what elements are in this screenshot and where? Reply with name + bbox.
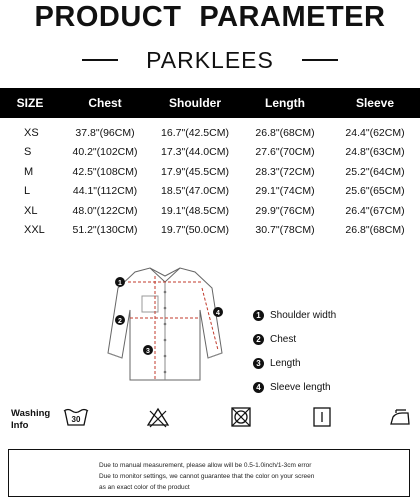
- cell-size: S: [24, 146, 32, 159]
- brand-line-left: [82, 59, 118, 61]
- no-tumble-dry-icon: [228, 405, 254, 429]
- iron-icon: [388, 405, 414, 429]
- cell-shoulder: 16.7"(42.5CM): [161, 126, 229, 139]
- cell-size: XL: [24, 204, 38, 217]
- cell-length: 30.7"(78CM): [255, 224, 315, 237]
- table-row: [0, 182, 420, 202]
- cell-shoulder: 17.3"(44.0CM): [161, 146, 229, 159]
- disclaimer-line-3: as an exact color of the product: [99, 484, 190, 491]
- legend-number-1: 1: [253, 310, 264, 321]
- legend-item: [253, 329, 336, 349]
- legend-label: Length: [270, 357, 301, 369]
- table-row: [0, 162, 420, 182]
- svg-text:2: 2: [118, 318, 122, 325]
- table-header: [0, 88, 420, 118]
- cell-chest: 51.2"(130CM): [72, 224, 138, 237]
- cell-sleeve: 24.4"(62CM): [345, 126, 405, 139]
- size-table: [0, 88, 420, 240]
- cell-sleeve: 26.8"(68CM): [345, 224, 405, 237]
- disclaimer-line-2: Due to monitor settings, we cannot guarantee that the color on your screen: [99, 473, 315, 480]
- cell-chest: 44.1"(112CM): [72, 185, 138, 198]
- header-chest: Chest: [88, 96, 122, 110]
- cell-shoulder: 17.9"(45.5CM): [161, 165, 229, 178]
- washing-label-line1: Washing: [11, 408, 51, 419]
- disclaimer-box: [8, 449, 410, 497]
- page-title: [0, 0, 420, 34]
- cell-length: 29.9"(76CM): [255, 204, 315, 217]
- cell-length: 29.1"(74CM): [255, 185, 315, 198]
- cell-shoulder: 19.1"(48.5CM): [161, 204, 229, 217]
- legend-item: [253, 353, 336, 373]
- shirt-diagram: [90, 258, 240, 388]
- header-sleeve: Sleeve: [355, 96, 395, 110]
- svg-text:30: 30: [71, 415, 81, 424]
- cell-size: XS: [24, 126, 39, 139]
- legend-label: Shoulder width: [270, 309, 337, 321]
- title-parameter: PARAMETER: [199, 1, 386, 33]
- cell-shoulder: 18.5"(47.0CM): [161, 185, 229, 198]
- cell-size: XXL: [24, 224, 45, 237]
- legend-number-4: 4: [253, 382, 264, 393]
- marker-3: [143, 345, 153, 355]
- brand-row: [0, 45, 420, 75]
- header-shoulder: Shoulder: [168, 96, 221, 110]
- disclaimer-line-1: Due to manual measurement, please allow will be 0.5-1.0inch/1-3cm error: [99, 462, 312, 469]
- svg-text:3: 3: [146, 348, 150, 355]
- washing-label: [11, 408, 51, 432]
- cell-chest: 48.0"(122CM): [72, 204, 138, 217]
- cell-size: M: [24, 165, 34, 178]
- measurement-legend: [253, 305, 336, 401]
- no-bleach-icon: [145, 405, 171, 429]
- header-length: Length: [265, 96, 305, 110]
- cell-length: 26.8"(68CM): [255, 126, 315, 139]
- legend-item: [253, 305, 336, 325]
- cell-chest: 37.8"(96CM): [75, 126, 135, 139]
- cell-length: 27.6"(70CM): [255, 146, 315, 159]
- cell-sleeve: 25.2"(64CM): [345, 165, 405, 178]
- legend-label: Chest: [270, 333, 297, 345]
- table-row: [0, 201, 420, 221]
- cell-chest: 42.5"(108CM): [72, 165, 138, 178]
- washing-info: [0, 400, 420, 440]
- svg-text:1: 1: [118, 280, 122, 287]
- cell-shoulder: 19.7"(50.0CM): [161, 224, 229, 237]
- cell-chest: 40.2"(102CM): [72, 146, 138, 159]
- marker-1: [115, 277, 125, 287]
- brand-name: PARKLEES: [146, 47, 274, 73]
- header-size: SIZE: [16, 96, 44, 110]
- marker-4: [213, 307, 223, 317]
- table-row: [0, 221, 420, 241]
- table-row: [0, 123, 420, 143]
- title-product: PRODUCT: [34, 1, 182, 33]
- line-dry-icon: [310, 405, 334, 429]
- washing-label-line2: Info: [11, 420, 29, 431]
- legend-number-3: 3: [253, 358, 264, 369]
- cell-sleeve: 26.4"(67CM): [345, 204, 405, 217]
- legend-item: [253, 377, 336, 397]
- brand-line-right: [302, 59, 338, 61]
- legend-label: Sleeve length: [270, 381, 331, 393]
- table-row: [0, 143, 420, 163]
- wash-30-icon: [62, 405, 90, 429]
- legend-number-2: 2: [253, 334, 264, 345]
- marker-2: [115, 315, 125, 325]
- cell-size: L: [24, 185, 31, 198]
- cell-sleeve: 25.6"(65CM): [345, 185, 405, 198]
- cell-sleeve: 24.8"(63CM): [345, 146, 405, 159]
- svg-text:4: 4: [216, 310, 220, 317]
- cell-length: 28.3"(72CM): [255, 165, 315, 178]
